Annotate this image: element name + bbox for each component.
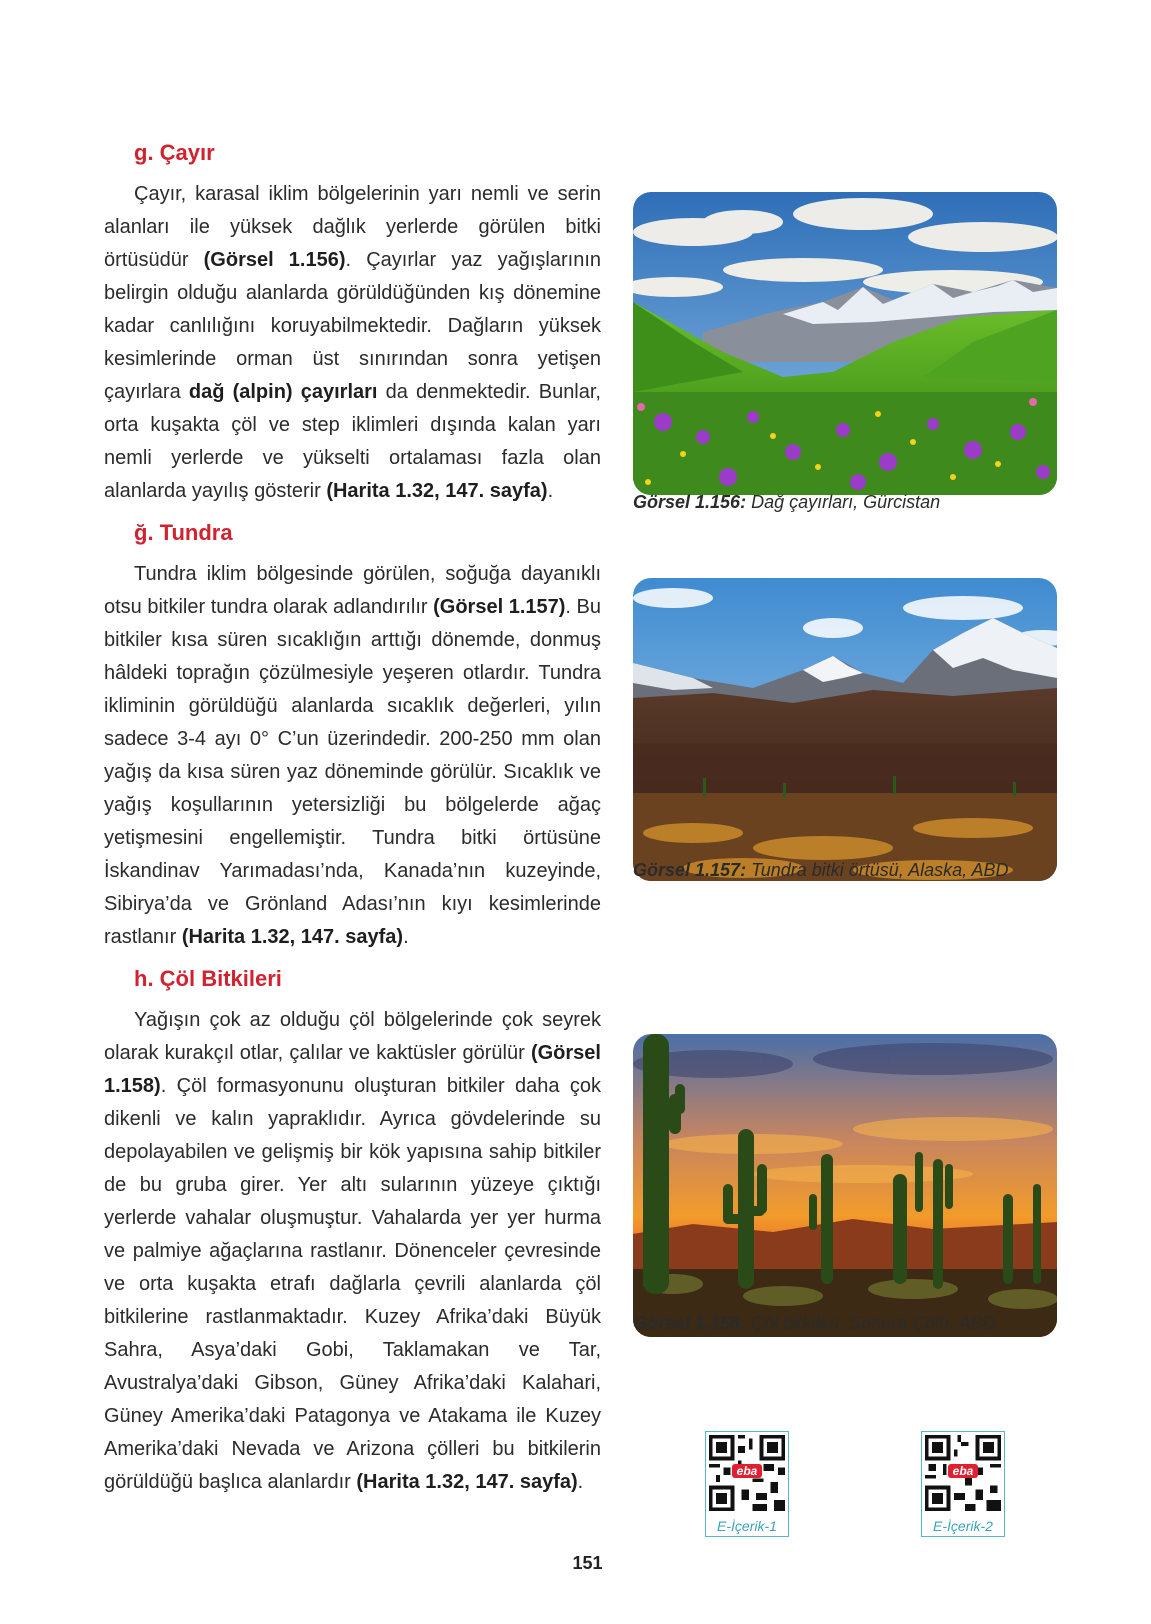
text-run: . [547, 480, 554, 502]
figure-label: Görsel 1.157: [633, 860, 747, 880]
section-heading-col: h. Çöl Bitkileri [134, 966, 282, 991]
photo-alpine-meadow [633, 192, 1057, 495]
figure-caption-1 [633, 492, 940, 513]
map-reference: (Harita 1.32, 147. sayfa) [181, 926, 404, 948]
paragraph-cayir [104, 178, 601, 508]
text-run: Tundra iklim bölgesinde görülen, soğuğa dayanıklı otsu bitkiler tundra olarak adlandırılır [104, 563, 601, 618]
section-heading-tundra: ğ. Tundra [134, 520, 233, 545]
map-reference: (Harita 1.32, 147. sayfa) [326, 480, 548, 502]
key-term: dağ (alpin) çayırları [188, 381, 378, 403]
figure-reference: (Görsel 1.158) [104, 1042, 601, 1097]
page-number: 151 [572, 1553, 603, 1573]
qr-label: E-İçerik-2 [933, 1518, 993, 1534]
figure-caption-3 [633, 1313, 996, 1334]
figure-text: Çöl bitkileri, Sonora Çölü, ABD [746, 1313, 996, 1333]
paragraph-col [104, 1004, 601, 1499]
meadow-illustration [633, 192, 1057, 495]
section-heading-cayir: g. Çayır [134, 140, 215, 165]
qr-label: E-İçerik-1 [717, 1518, 777, 1534]
text-run: . [403, 926, 409, 948]
qr-code-e-content-1[interactable] [705, 1431, 789, 1537]
figure-reference: (Görsel 1.156) [203, 249, 346, 271]
tundra-illustration [633, 578, 1057, 881]
photo-desert-cacti [633, 1034, 1057, 1337]
map-reference: (Harita 1.32, 147. sayfa) [356, 1471, 578, 1493]
figure-label: Görsel 1.156: [633, 492, 747, 512]
text-run: . Bu bitkiler kısa süren sıcaklığın arttığı dönemde, donmuş hâldeki toprağın çözülmesiyle yeşeren otlardır. Tundra ikliminin görüldüğü alanlarda sıcaklık değerleri, yılın sadece 3-4 ayı 0° C’un üzerindedir. 200-250 mm olan yağış da kısa süren yaz döneminde görülür. Sıcaklık ve yağış koşullarının yetersizliği bu bölgelerde ağaç yetişmesini engellemiştir. Tundra bitki örtüsüne İskandinav Yarımadası’nda, Kanada’nın kuzeyinde, Sibirya’da ve Grönland Adası’nın kıyı kesimlerinde rastlanır [104, 596, 601, 948]
paragraph-tundra [104, 558, 601, 954]
figure-reference: (Görsel 1.157) [433, 596, 566, 618]
text-run: Yağışın çok az olduğu çöl bölgelerinde çok seyrek olarak kurakçıl otlar, çalılar ve kaktüsler görülür [104, 1009, 601, 1064]
photo-tundra [633, 578, 1057, 881]
eba-badge: eba [948, 1464, 978, 1478]
eba-badge: eba [732, 1464, 762, 1478]
text-run: Çayır, karasal iklim bölgelerinin yarı nemli ve serin alanları ile yüksek dağlık yerlerde görülen bitki örtüsüdür [104, 183, 601, 271]
text-run: . Çayırlar yaz yağışlarının belirgin olduğu alanlarda görüldüğünden kış dönemine kadar canlılığını koruyabilmektedir. Dağların yüksek kesimlerinde orman üst sınırından sonra yetişen çayırlara [104, 249, 601, 403]
desert-illustration [633, 1034, 1057, 1337]
qr-code-e-content-2[interactable] [921, 1431, 1005, 1537]
figure-label: Görsel 1.158: [633, 1313, 747, 1333]
text-run: da denmektedir. Bunlar, orta kuşakta çöl ve step iklimleri dışında kalan yarı nemli yerlerde ve yükselti ortalaması fazla olan alanlarda yayılış gösterir [104, 381, 601, 502]
text-column [104, 140, 601, 1499]
figure-caption-2 [633, 860, 1009, 881]
figure-text: Dağ çayırları, Gürcistan [746, 492, 941, 512]
text-run: . Çöl formasyonunu oluşturan bitkiler daha çok dikenli ve kalın yapraklıdır. Ayrıca gövdelerinde su depolayabilen ve gelişmiş bir kök yapısına sahip bitkiler de bu gruba girer. Yer altı sularının yüzeye çıktığı yerlerde vahalar oluşmuştur. Vahalarda yer yer hurma ve palmiye ağaçlarına rastlanır. Dönenceler çevresinde ve orta kuşakta etrafı dağlarla çevrili alanlarda çöl bitkilerine rastlanmaktadır. Kuzey Afrika’daki Büyük Sahra, Asya’daki Gobi, Taklamakan ve Tar, Avustralya’daki Gibson, Güney Afrika’daki Kalahari, Güney Amerika’daki Patagonya ve Atakama ile Kuzey Amerika’daki Nevada ve Arizona çölleri bu bitkilerin görüldüğü başlıca alanlardır [104, 1075, 601, 1493]
text-run: . [577, 1471, 584, 1493]
figure-text: Tundra bitki örtüsü, Alaska, ABD [746, 860, 1009, 880]
